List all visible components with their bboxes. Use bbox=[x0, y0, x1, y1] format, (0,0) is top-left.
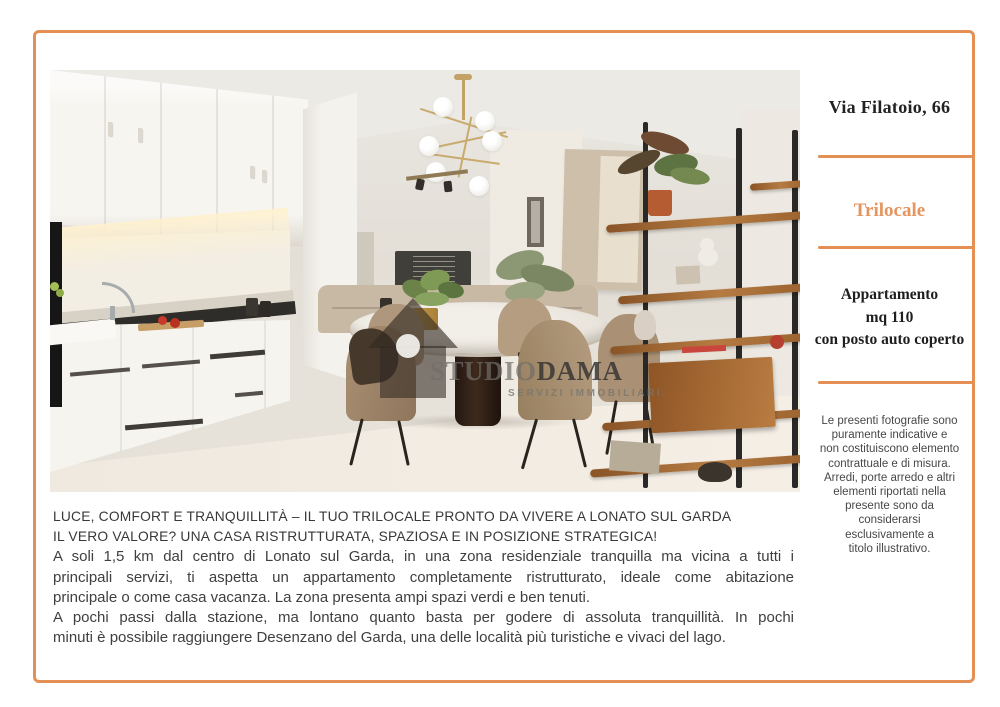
detail-line: Appartamento bbox=[840, 286, 939, 303]
watermark-brand-studio: STUDIO bbox=[430, 356, 537, 386]
watermark-dot bbox=[396, 334, 420, 358]
detail-line: con posto auto coperto bbox=[814, 331, 965, 348]
sidebar-divider bbox=[818, 381, 973, 384]
chandelier-bulb bbox=[469, 176, 489, 196]
track-spotlight bbox=[443, 181, 452, 193]
disclaimer-line: Arredi, porte arredo e altri bbox=[823, 471, 956, 484]
listing-type: Trilocale bbox=[853, 200, 926, 221]
cabinet-handle bbox=[262, 170, 266, 182]
disclaimer-line: contrattuale e di misura. bbox=[828, 457, 951, 470]
chandelier-stem bbox=[462, 76, 465, 120]
plant-leaves bbox=[415, 292, 449, 306]
jar bbox=[260, 301, 271, 317]
appliance-strip bbox=[50, 222, 62, 407]
terracotta-pot bbox=[648, 190, 672, 216]
listing-description bbox=[53, 507, 794, 648]
red-badge bbox=[770, 335, 784, 349]
storage-box bbox=[609, 440, 661, 473]
faucet-base bbox=[110, 306, 115, 320]
description-line: principali servizi, ti aspetta un appartamento completamente ristrutturato, ideale come abitazione bbox=[53, 568, 794, 586]
watermark-brand bbox=[430, 356, 623, 387]
chandelier-bulb bbox=[475, 111, 495, 131]
shelf-post bbox=[736, 128, 742, 488]
disclaimer-line: presente sono da bbox=[845, 500, 934, 513]
disclaimer-line: elementi riportati nella bbox=[833, 486, 946, 499]
address-title: Via Filatoio, 66 bbox=[828, 97, 951, 117]
cabinet-handle bbox=[250, 166, 254, 178]
photo-disclaimer bbox=[806, 414, 973, 556]
apartment-details bbox=[806, 284, 973, 352]
cabinet-handle bbox=[108, 122, 112, 136]
headline: IL VERO VALORE? UNA CASA RISTRUTTURATA, SPAZIOSA E IN POSIZIONE STRATEGICA! bbox=[53, 529, 658, 545]
deco-box bbox=[676, 265, 701, 284]
tomato bbox=[170, 318, 180, 328]
chandelier-bulb bbox=[482, 131, 502, 151]
description-line: minuti è possibile raggiungere Desenzano del Garda, una delle località più turistiche e vivaci del lago. bbox=[53, 629, 726, 647]
cabinet-handle bbox=[138, 128, 142, 142]
headline: LUCE, COMFORT E TRANQUILLITÀ – IL TUO TRILOCALE PRONTO DA VIVERE A LONATO SUL GARDA bbox=[53, 509, 732, 524]
chandelier-bulb bbox=[419, 136, 439, 156]
sidebar-divider bbox=[818, 246, 973, 249]
shelf-post bbox=[643, 122, 648, 488]
vase bbox=[634, 310, 656, 340]
green-apple bbox=[56, 289, 64, 297]
chandelier-bulb bbox=[433, 97, 453, 117]
disclaimer-line: esclusivamente a bbox=[845, 528, 934, 541]
sidebar-divider bbox=[818, 155, 973, 158]
description-line: A pochi passi dalla stazione, ma lontano quanto basta per godere di assoluta tranquillità. In pochi bbox=[53, 609, 794, 627]
description-line: principale o come casa vacanza. La zona presenta ampi spazi verdi e ben tenuti. bbox=[53, 588, 590, 606]
watermark-brand-dama: DAMA bbox=[536, 356, 623, 386]
description-line: A soli 1,5 km dal centro di Lonato sul Garda, in una zona residenziale tranquilla ma vicina a tutti i bbox=[53, 548, 794, 566]
disclaimer-line: Le presenti fotografie sono bbox=[821, 415, 958, 427]
dark-pot bbox=[698, 462, 732, 482]
sculpture bbox=[698, 248, 718, 266]
watermark-tagline: SERVIZI IMMOBILIARI. bbox=[508, 388, 668, 399]
window-slit bbox=[527, 197, 544, 247]
disclaimer-line: non costituiscono elemento bbox=[819, 443, 960, 456]
detail-line: mq 110 bbox=[865, 308, 914, 326]
window-light bbox=[531, 201, 540, 243]
property-photo bbox=[50, 70, 800, 492]
disclaimer-line: considerarsi bbox=[858, 514, 921, 527]
tomato bbox=[158, 316, 167, 325]
tall-cabinet bbox=[303, 92, 357, 382]
disclaimer-line: puramente indicative e bbox=[831, 429, 948, 442]
wall-art-panel bbox=[597, 156, 640, 283]
jar bbox=[246, 298, 258, 316]
disclaimer-line: titolo illustrativo. bbox=[848, 542, 931, 555]
